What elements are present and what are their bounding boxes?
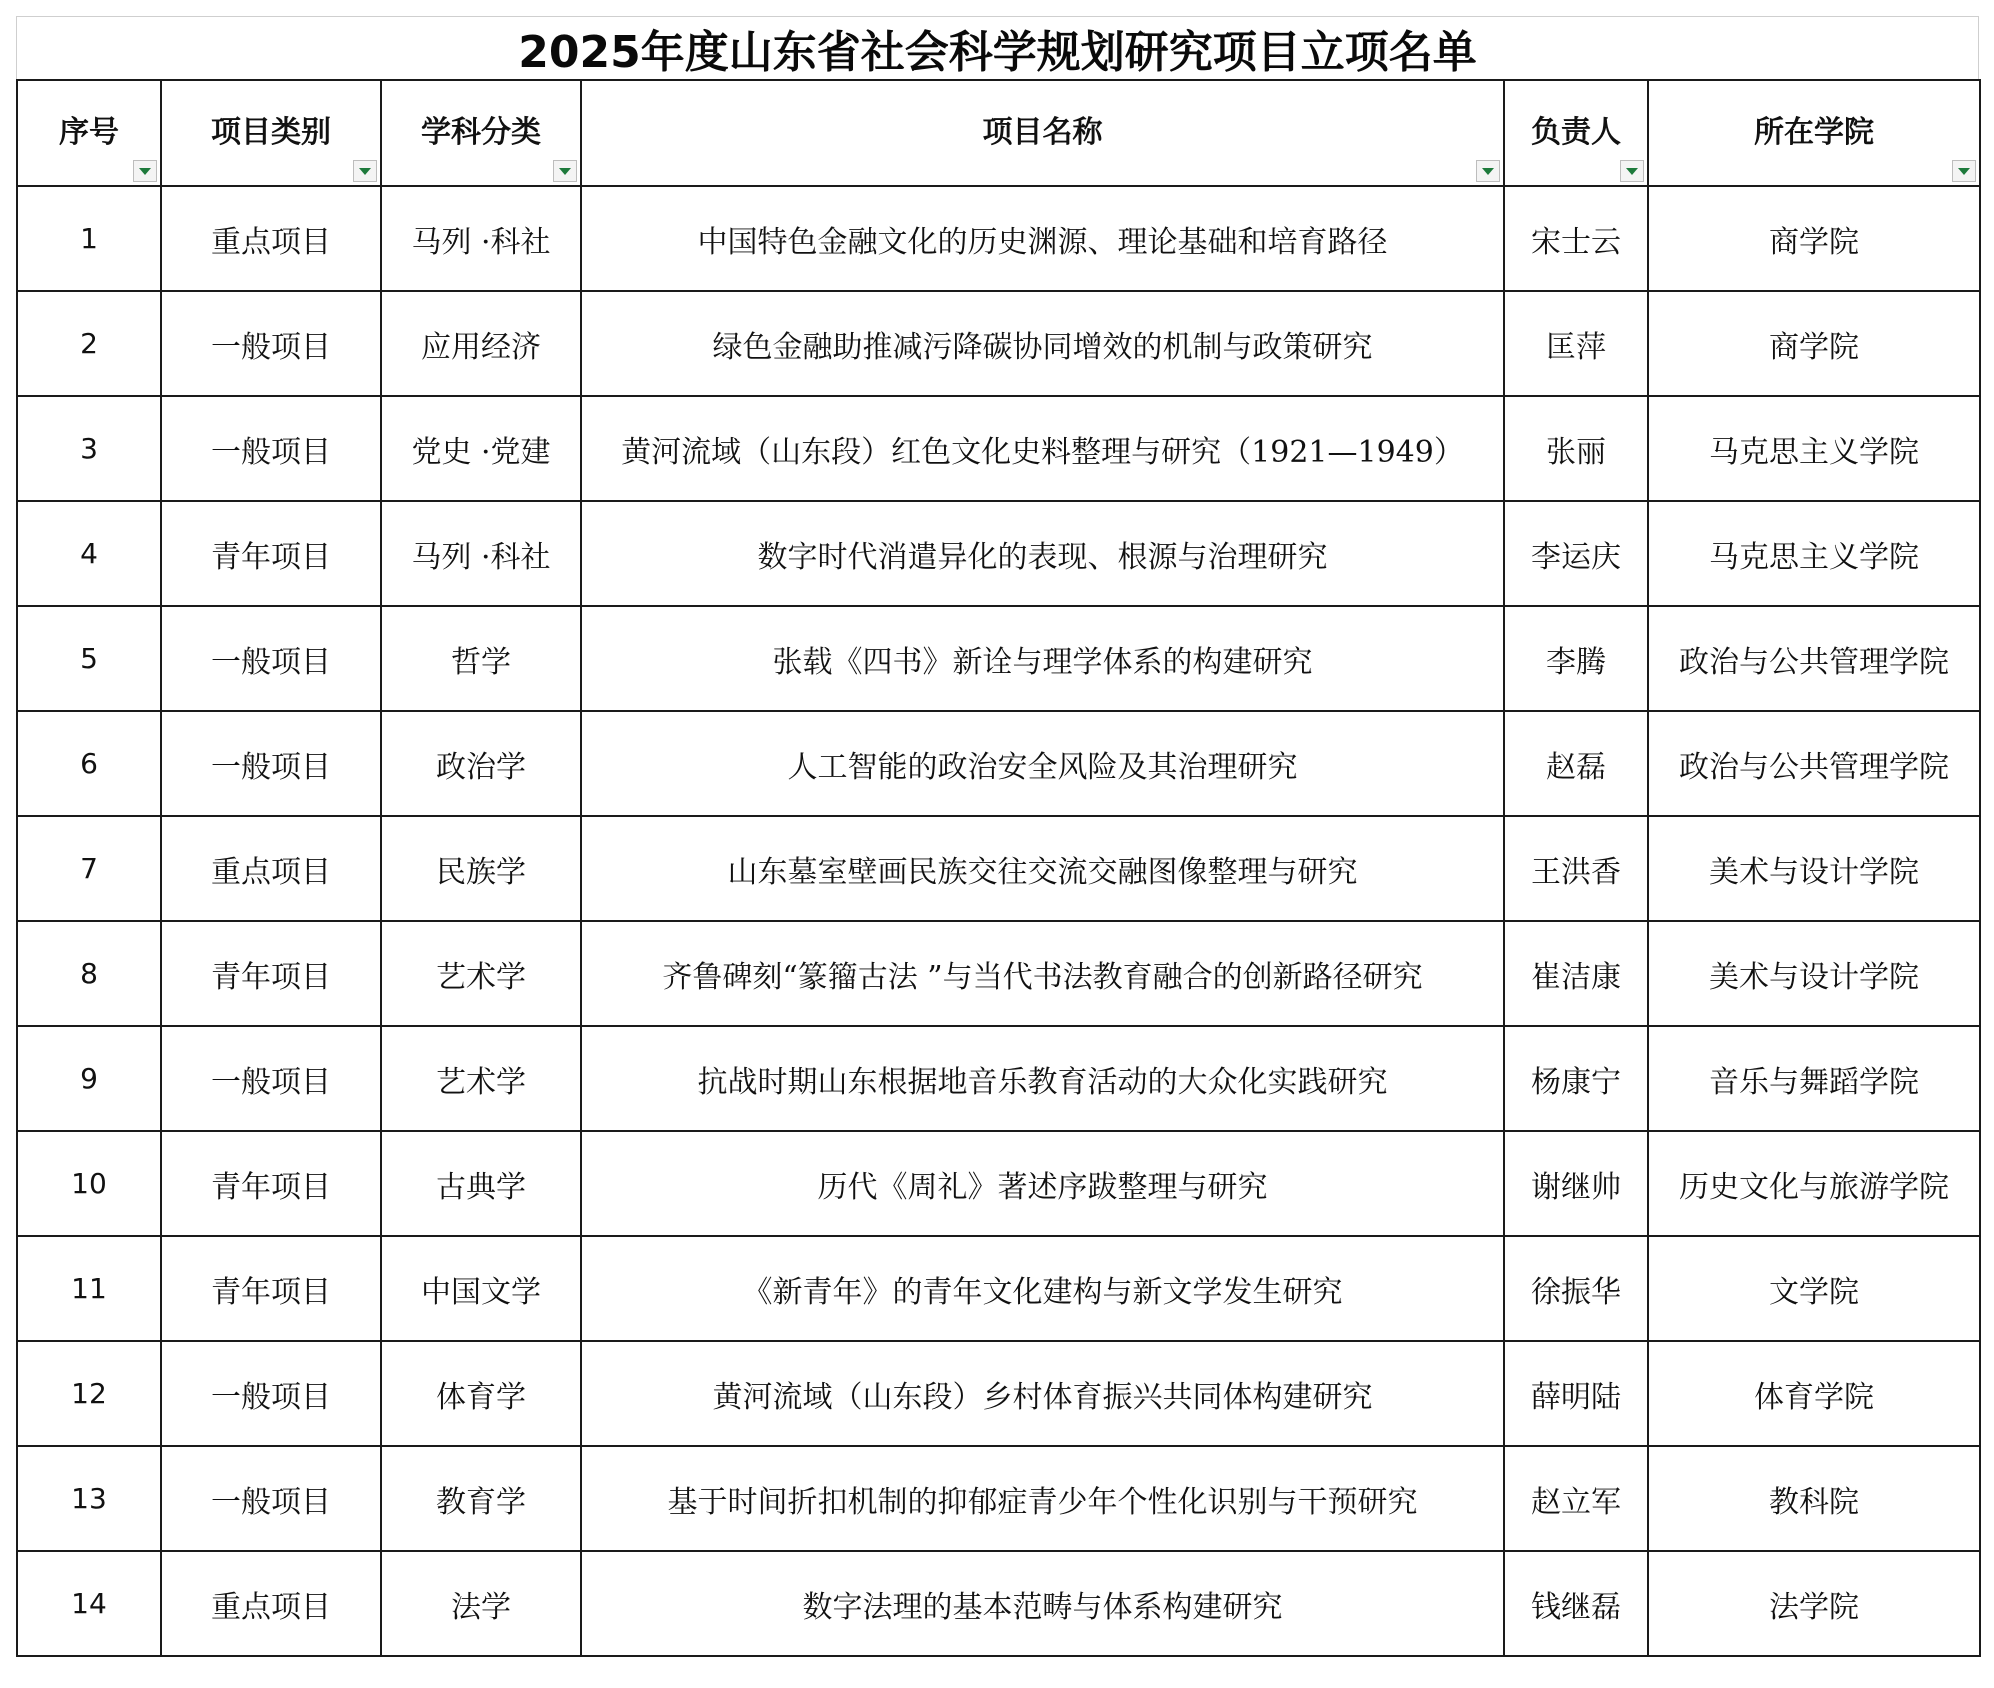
- cell-college: 美术与设计学院: [1648, 921, 1980, 1026]
- cell-index: 2: [17, 291, 161, 396]
- cell-leader: 崔洁康: [1504, 921, 1648, 1026]
- cell-discipline: 体育学: [381, 1341, 581, 1446]
- cell-college: 政治与公共管理学院: [1648, 606, 1980, 711]
- cell-college: 文学院: [1648, 1236, 1980, 1341]
- cell-category: 青年项目: [161, 1236, 381, 1341]
- table-row: [17, 1551, 1980, 1656]
- cell-category: 一般项目: [161, 1026, 381, 1131]
- cell-leader: 赵磊: [1504, 711, 1648, 816]
- header-label: 所在学院: [1754, 115, 1874, 150]
- col-header-project-name: [581, 80, 1504, 186]
- spreadsheet: [16, 16, 1979, 1657]
- cell-leader: 赵立军: [1504, 1446, 1648, 1551]
- table-body: [17, 186, 1980, 1656]
- cell-discipline: 马列 ·科社: [381, 186, 581, 291]
- cell-project-name: 绿色金融助推减污降碳协同增效的机制与政策研究: [581, 291, 1504, 396]
- cell-project-name: 历代《周礼》著述序跋整理与研究: [581, 1131, 1504, 1236]
- cell-project-name: 山东墓室壁画民族交往交流交融图像整理与研究: [581, 816, 1504, 921]
- table-row: [17, 606, 1980, 711]
- cell-leader: 李腾: [1504, 606, 1648, 711]
- cell-category: 一般项目: [161, 1341, 381, 1446]
- cell-index: 4: [17, 501, 161, 606]
- cell-college: 商学院: [1648, 291, 1980, 396]
- cell-category: 一般项目: [161, 291, 381, 396]
- cell-index: 9: [17, 1026, 161, 1131]
- filter-dropdown-icon[interactable]: [1620, 160, 1644, 182]
- cell-project-name: 齐鲁碑刻“篆籀古法 ”与当代书法教育融合的创新路径研究: [581, 921, 1504, 1026]
- cell-index: 3: [17, 396, 161, 501]
- cell-college: 教科院: [1648, 1446, 1980, 1551]
- filter-dropdown-icon[interactable]: [1476, 160, 1500, 182]
- project-table: [16, 79, 1981, 1657]
- cell-leader: 宋士云: [1504, 186, 1648, 291]
- header-row: [17, 80, 1980, 186]
- cell-leader: 李运庆: [1504, 501, 1648, 606]
- cell-leader: 杨康宁: [1504, 1026, 1648, 1131]
- cell-index: 13: [17, 1446, 161, 1551]
- cell-discipline: 艺术学: [381, 1026, 581, 1131]
- cell-leader: 徐振华: [1504, 1236, 1648, 1341]
- filter-dropdown-icon[interactable]: [133, 160, 157, 182]
- cell-discipline: 应用经济: [381, 291, 581, 396]
- cell-project-name: 基于时间折扣机制的抑郁症青少年个性化识别与干预研究: [581, 1446, 1504, 1551]
- cell-category: 一般项目: [161, 396, 381, 501]
- cell-index: 8: [17, 921, 161, 1026]
- cell-project-name: 《新青年》的青年文化建构与新文学发生研究: [581, 1236, 1504, 1341]
- col-header-college: [1648, 80, 1980, 186]
- filter-dropdown-icon[interactable]: [1952, 160, 1976, 182]
- cell-college: 体育学院: [1648, 1341, 1980, 1446]
- cell-leader: 谢继帅: [1504, 1131, 1648, 1236]
- cell-project-name: 抗战时期山东根据地音乐教育活动的大众化实践研究: [581, 1026, 1504, 1131]
- cell-college: 马克思主义学院: [1648, 396, 1980, 501]
- cell-leader: 张丽: [1504, 396, 1648, 501]
- table-row: [17, 921, 1980, 1026]
- cell-index: 5: [17, 606, 161, 711]
- cell-project-name: 人工智能的政治安全风险及其治理研究: [581, 711, 1504, 816]
- cell-category: 青年项目: [161, 501, 381, 606]
- sheet-title: 2025年度山东省社会科学规划研究项目立项名单: [16, 16, 1979, 79]
- cell-leader: 王洪香: [1504, 816, 1648, 921]
- cell-project-name: 张载《四书》新诠与理学体系的构建研究: [581, 606, 1504, 711]
- cell-discipline: 政治学: [381, 711, 581, 816]
- table-row: [17, 396, 1980, 501]
- col-header-index: [17, 80, 161, 186]
- table-row: [17, 1236, 1980, 1341]
- cell-college: 音乐与舞蹈学院: [1648, 1026, 1980, 1131]
- cell-discipline: 中国文学: [381, 1236, 581, 1341]
- cell-index: 1: [17, 186, 161, 291]
- table-row: [17, 1446, 1980, 1551]
- cell-discipline: 法学: [381, 1551, 581, 1656]
- cell-discipline: 民族学: [381, 816, 581, 921]
- cell-discipline: 党史 ·党建: [381, 396, 581, 501]
- cell-college: 法学院: [1648, 1551, 1980, 1656]
- cell-index: 6: [17, 711, 161, 816]
- col-header-discipline: [381, 80, 581, 186]
- table-row: [17, 1341, 1980, 1446]
- cell-category: 青年项目: [161, 921, 381, 1026]
- cell-project-name: 数字法理的基本范畴与体系构建研究: [581, 1551, 1504, 1656]
- cell-index: 10: [17, 1131, 161, 1236]
- cell-category: 重点项目: [161, 816, 381, 921]
- cell-category: 一般项目: [161, 606, 381, 711]
- table-row: [17, 1026, 1980, 1131]
- cell-discipline: 马列 ·科社: [381, 501, 581, 606]
- header-label: 负责人: [1531, 115, 1621, 150]
- cell-discipline: 艺术学: [381, 921, 581, 1026]
- cell-project-name: 中国特色金融文化的历史渊源、理论基础和培育路径: [581, 186, 1504, 291]
- cell-project-name: 数字时代消遣异化的表现、根源与治理研究: [581, 501, 1504, 606]
- cell-category: 一般项目: [161, 711, 381, 816]
- cell-category: 一般项目: [161, 1446, 381, 1551]
- cell-project-name: 黄河流域（山东段）红色文化史料整理与研究（1921—1949）: [581, 396, 1504, 501]
- cell-discipline: 古典学: [381, 1131, 581, 1236]
- table-row: [17, 291, 1980, 396]
- filter-dropdown-icon[interactable]: [353, 160, 377, 182]
- header-label: 序号: [59, 115, 119, 150]
- table-row: [17, 711, 1980, 816]
- cell-college: 马克思主义学院: [1648, 501, 1980, 606]
- cell-index: 7: [17, 816, 161, 921]
- cell-leader: 薛明陆: [1504, 1341, 1648, 1446]
- cell-index: 12: [17, 1341, 161, 1446]
- cell-project-name: 黄河流域（山东段）乡村体育振兴共同体构建研究: [581, 1341, 1504, 1446]
- table-row: [17, 501, 1980, 606]
- cell-index: 14: [17, 1551, 161, 1656]
- col-header-leader: [1504, 80, 1648, 186]
- table-row: [17, 1131, 1980, 1236]
- table-row: [17, 816, 1980, 921]
- cell-leader: 钱继磊: [1504, 1551, 1648, 1656]
- cell-college: 历史文化与旅游学院: [1648, 1131, 1980, 1236]
- filter-dropdown-icon[interactable]: [553, 160, 577, 182]
- cell-college: 美术与设计学院: [1648, 816, 1980, 921]
- cell-discipline: 教育学: [381, 1446, 581, 1551]
- cell-college: 政治与公共管理学院: [1648, 711, 1980, 816]
- cell-category: 青年项目: [161, 1131, 381, 1236]
- col-header-category: [161, 80, 381, 186]
- cell-category: 重点项目: [161, 186, 381, 291]
- header-label: 项目类别: [211, 115, 331, 150]
- cell-leader: 匡萍: [1504, 291, 1648, 396]
- cell-category: 重点项目: [161, 1551, 381, 1656]
- cell-college: 商学院: [1648, 186, 1980, 291]
- table-row: [17, 186, 1980, 291]
- cell-discipline: 哲学: [381, 606, 581, 711]
- cell-index: 11: [17, 1236, 161, 1341]
- header-label: 项目名称: [982, 115, 1103, 150]
- header-label: 学科分类: [421, 115, 541, 150]
